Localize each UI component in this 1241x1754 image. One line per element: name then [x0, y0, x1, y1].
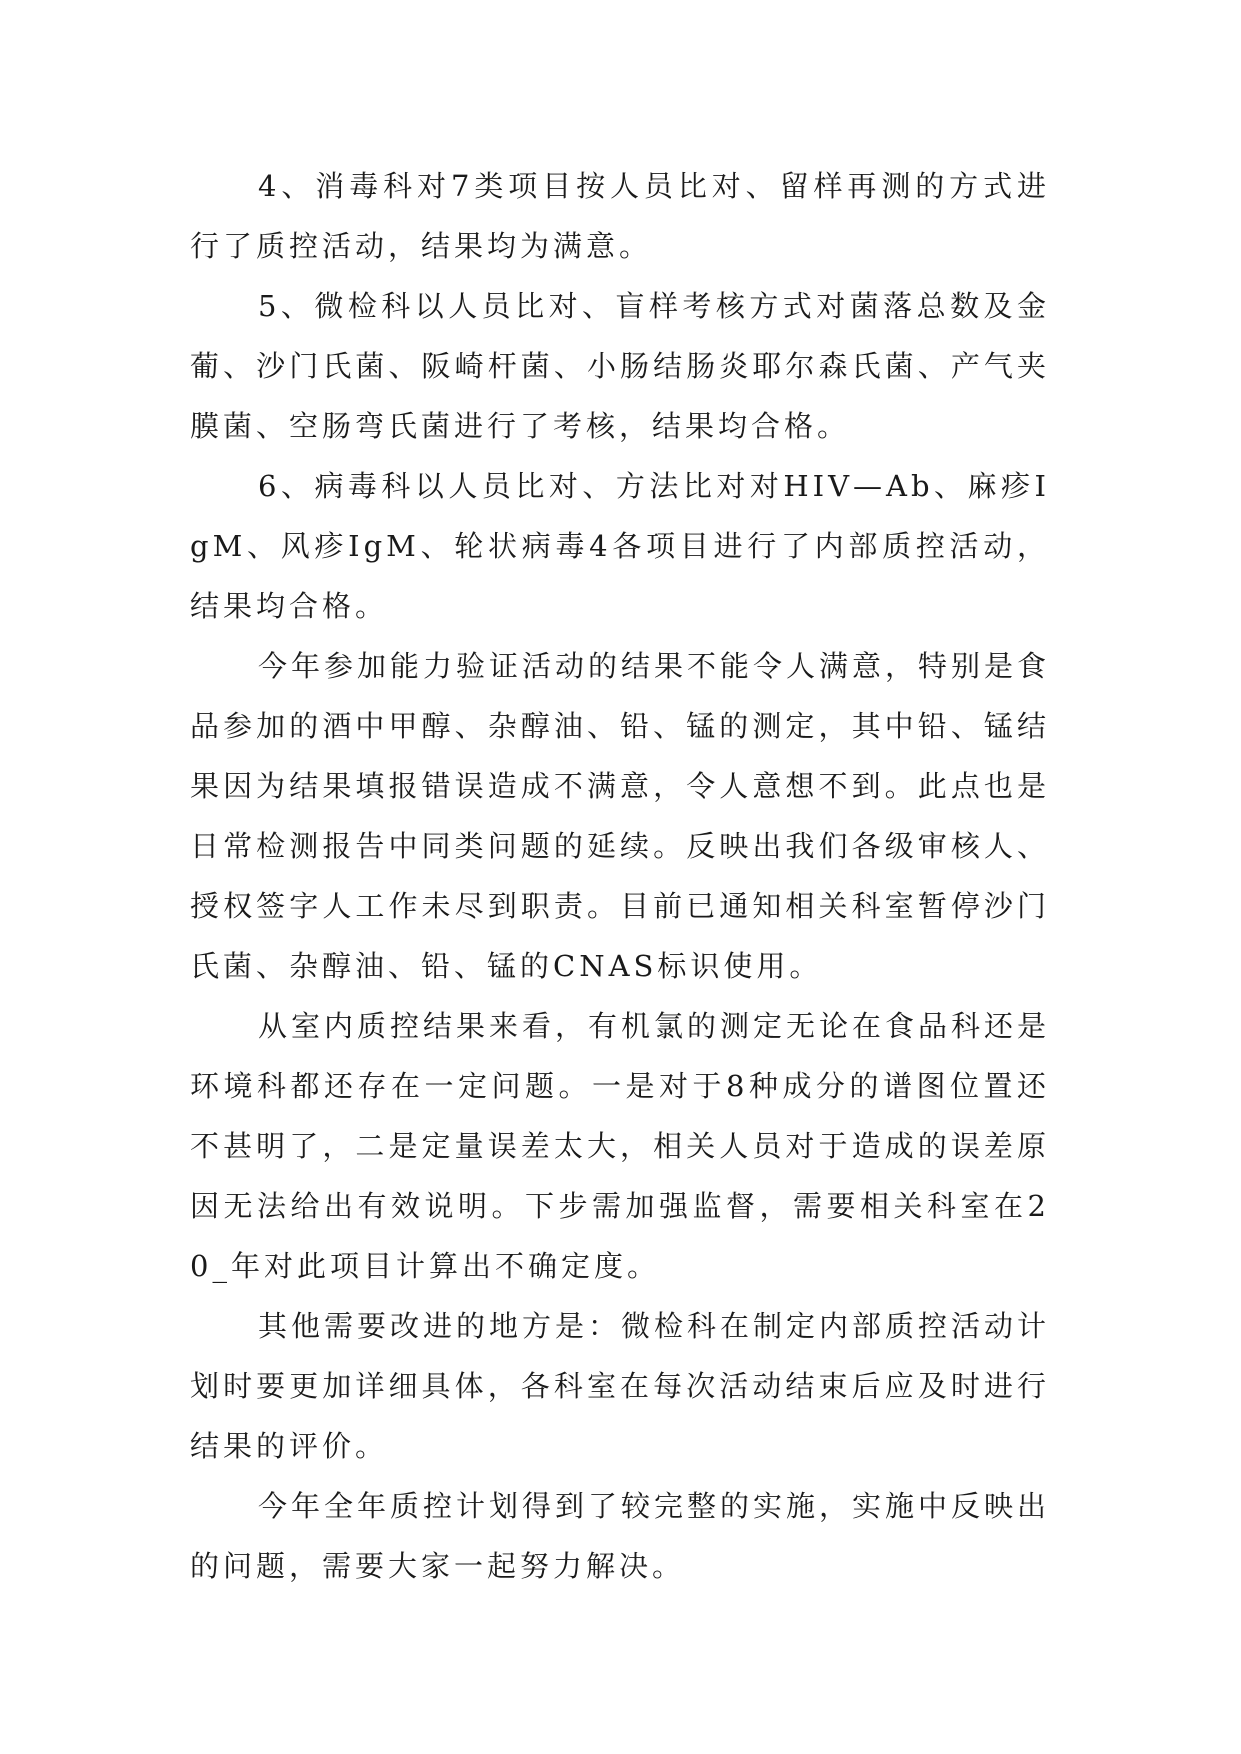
document-body — [190, 156, 1050, 1596]
paragraph-microbiology: 5、微检科以人员比对、盲样考核方式对菌落总数及金葡、沙门氏菌、阪崎杆菌、小肠结肠炎耶尔森氏菌、产气夹膜菌、空肠弯氏菌进行了考核，结果均合格。 — [190, 289, 1050, 443]
paragraph-internal-qc: 从室内质控结果来看，有机氯的测定无论在食品科还是环境科都还存在一定问题。一是对于8种成分的谱图位置还不甚明了，二是定量误差太大，相关人员对于造成的误差原因无法给出有效说明。下步需加强监督，需要相关科室在20_年对此项目计算出不确定度。 — [190, 1009, 1051, 1283]
paragraph-virology: 6、病毒科以人员比对、方法比对对HIV—Ab、麻疹IgM、风疹IgM、轮状病毒4各项目进行了内部质控活动，结果均合格。 — [190, 469, 1050, 623]
paragraph-disinfection: 4、消毒科对7类项目按人员比对、留样再测的方式进行了质控活动，结果均为满意。 — [190, 169, 1050, 263]
paragraph-proficiency-testing: 今年参加能力验证活动的结果不能令人满意，特别是食品参加的酒中甲醇、杂醇油、铅、锰的测定，其中铅、锰结果因为结果填报错误造成不满意，令人意想不到。此点也是日常检测报告中同类问题的延续。反映出我们各级审核人、授权签字人工作未尽到职责。目前已通知相关科室暂停沙门氏菌、杂醇油、铅、锰的CNAS标识使用。 — [190, 649, 1051, 983]
paragraph-improvements: 其他需要改进的地方是：微检科在制定内部质控活动计划时要更加详细具体，各科室在每次活动结束后应及时进行结果的评价。 — [190, 1309, 1051, 1463]
paragraph-conclusion: 今年全年质控计划得到了较完整的实施，实施中反映出的问题，需要大家一起努力解决。 — [190, 1489, 1051, 1583]
